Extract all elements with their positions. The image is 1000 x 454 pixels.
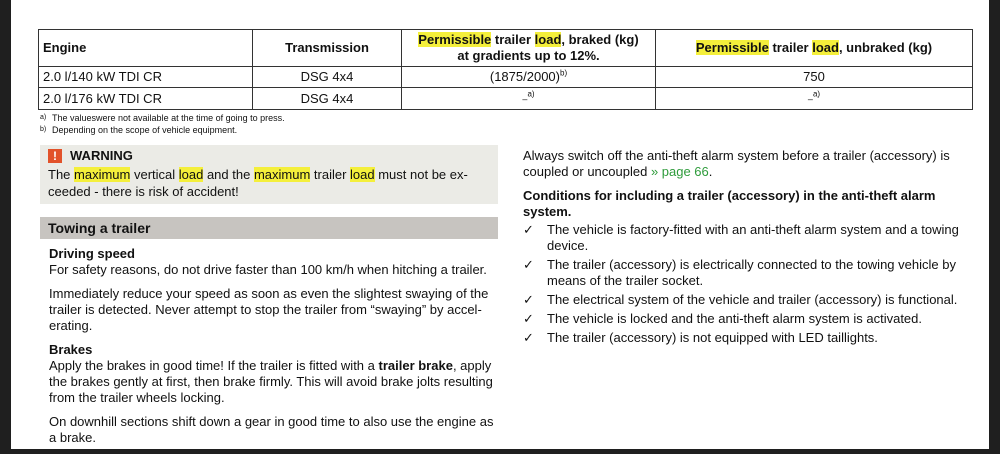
highlight: load	[534, 32, 562, 47]
check-icon: ✓	[523, 292, 534, 307]
paragraph: Always switch off the anti-theft alarm system before a trailer (accessory) is coupled or uncoupled » page 66.	[523, 148, 950, 179]
list-item: ✓ The trailer (accessory) is not equipped with LED taillights.	[523, 330, 878, 345]
conditions-list	[523, 222, 973, 346]
cell-unbraked: –$^{a)}$	[656, 88, 973, 110]
footnote: a) The valueswere not available at the time of going to press.	[40, 113, 285, 123]
conditions-title: Conditions for including a trailer (accessory) in the anti-theft alarm system.	[523, 188, 936, 219]
header-unbraked-load: Permissible trailer load, unbraked (kg)	[656, 30, 973, 67]
table-row	[39, 67, 973, 88]
cell-engine: 2.0 l/176 kW TDI CR	[39, 88, 253, 110]
check-icon: ✓	[523, 330, 534, 345]
warning-text: The maximum vertical load and the maximum trailer load must not be ex-ceeded - there is risk of accident!	[48, 167, 468, 199]
warning-box	[40, 145, 498, 204]
subheading-driving-speed: Driving speed	[49, 246, 135, 261]
table-row	[39, 88, 973, 110]
cell-unbraked: 750	[656, 67, 973, 88]
highlight: maximum	[74, 167, 131, 182]
check-icon: ✓	[523, 222, 534, 237]
footnote: b) Depending on the scope of vehicle equipment.	[40, 125, 238, 135]
paragraph: Apply the brakes in good time! If the trailer is fitted with a trailer brake, apply the brakes gently at first, then brake firmly. This will avoid brake jolts resulting from the trailer wheels locking.	[49, 358, 493, 405]
check-icon: ✓	[523, 257, 534, 272]
footnote-ref: a)	[527, 89, 535, 99]
footnotes	[40, 112, 285, 136]
highlight: Permissible	[695, 40, 769, 55]
list-item: ✓ The trailer (accessory) is electrically connected to the towing vehicle by means of the trailer socket.	[523, 257, 956, 288]
paragraph: Immediately reduce your speed as soon as even the slightest swaying of the trailer is detected. Never attempt to stop the trailer from “swaying” by accel-erating.	[49, 286, 489, 333]
towing-section-body	[49, 246, 499, 454]
page-link[interactable]: » page 66	[650, 164, 709, 179]
paragraph: On downhill sections shift down a gear in good time to also use the engine as a brake.	[49, 414, 494, 445]
highlight: load	[812, 40, 839, 55]
cell-braked: –$^{a)}$	[402, 88, 656, 110]
header-braked-load: Permissible trailer load, braked (kg) at gradients up to 12%.	[402, 30, 656, 67]
warning-icon: !	[48, 149, 62, 163]
highlight: maximum	[253, 167, 311, 182]
section-heading: Towing a trailer	[40, 217, 498, 239]
highlight: Permissible	[418, 32, 492, 47]
subheading-brakes: Brakes	[49, 342, 93, 357]
highlight: load	[350, 167, 375, 182]
list-item: ✓ The vehicle is locked and the anti-theft alarm system is activated.	[523, 311, 923, 326]
anti-theft-section	[523, 148, 973, 349]
list-item: ✓ The vehicle is factory-fitted with an anti-theft alarm system and a towing device.	[523, 222, 959, 253]
cell-transmission: DSG 4x4	[253, 88, 402, 110]
warning-title: ! WARNING	[48, 148, 133, 163]
highlight: load	[178, 167, 204, 182]
footnote-ref: b)	[560, 68, 568, 78]
cell-transmission: DSG 4x4	[253, 67, 402, 88]
cell-engine: 2.0 l/140 kW TDI CR	[39, 67, 253, 88]
footnote-ref: a)	[812, 89, 821, 99]
cell-braked: $(1875/2000)^{b)}$	[402, 67, 656, 88]
list-item: ✓ The electrical system of the vehicle and trailer (accessory) is functional.	[523, 292, 958, 307]
paragraph: For safety reasons, do not drive faster than 100 km/h when hitching a trailer.	[49, 262, 487, 277]
header-transmission: Transmission	[253, 30, 402, 67]
manual-page	[11, 0, 989, 449]
check-icon: ✓	[523, 311, 534, 326]
trailer-load-table	[38, 29, 973, 110]
header-engine: Engine	[39, 30, 253, 67]
table-header-row	[39, 30, 973, 67]
